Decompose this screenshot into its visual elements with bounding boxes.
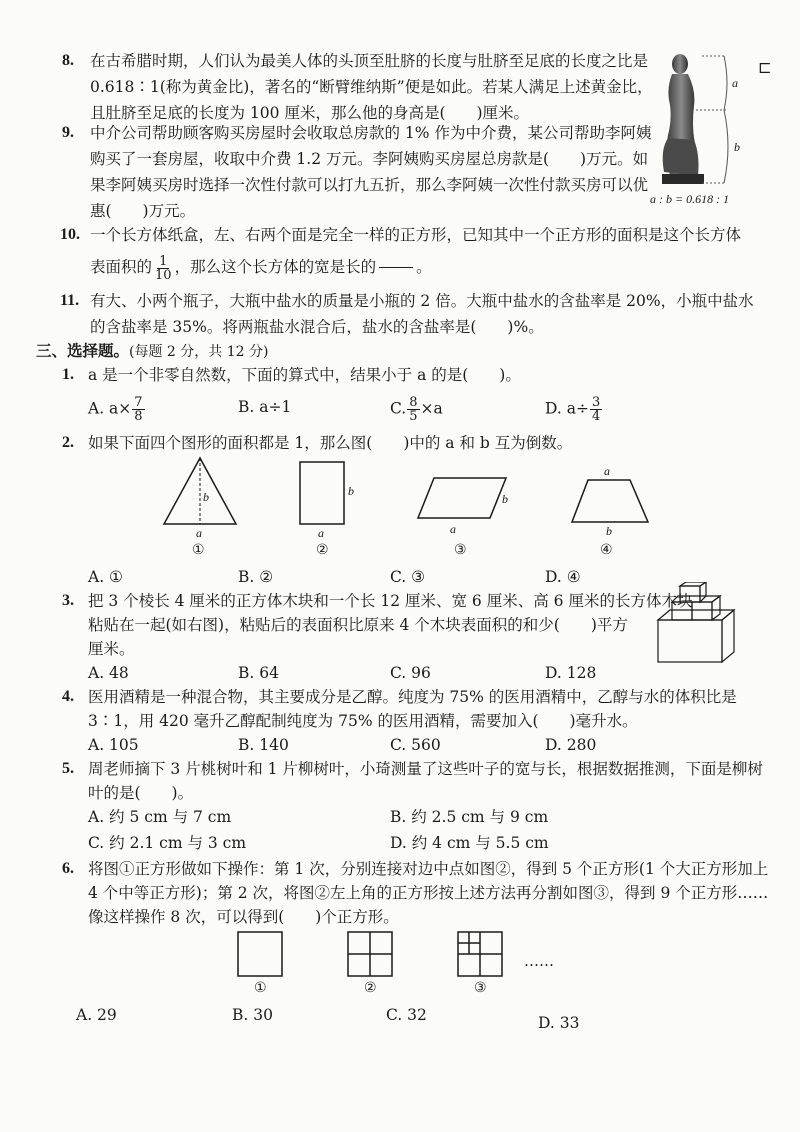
c1-c-den: 5 (409, 409, 418, 424)
c1-a-fraction (132, 396, 144, 423)
c1-number: 1. (62, 366, 74, 383)
c1-d-fraction (590, 396, 602, 423)
q10-line2-end: 。 (416, 258, 432, 276)
stacked-blocks-shape (654, 582, 738, 666)
q9-number: 9. (62, 124, 74, 141)
c5-number: 5. (62, 760, 74, 777)
q10-line2 (90, 254, 432, 282)
c6-line2: 4 个中等正方形)；第 2 次，将图②左上角的正方形按上述方法再分割如图③，得到 9 个正方形…… (88, 884, 769, 902)
page-edge-mark: ⊏ (758, 58, 772, 77)
c6-option-b[interactable]: B. 30 (232, 1006, 273, 1024)
c1-c-prefix: C. (390, 399, 407, 418)
c6-figure-3 (456, 930, 516, 1000)
c2-f4-b-label: b (606, 524, 612, 538)
c1-option-c[interactable] (390, 396, 443, 423)
c1-d-den: 4 (591, 409, 601, 424)
c2-option-c[interactable]: C. ③ (390, 568, 426, 586)
q10-line2-start: 表面积的 (90, 258, 153, 276)
c2-figure-triangle (160, 456, 240, 566)
c1-option-a[interactable] (88, 396, 146, 423)
q8-line1: 在古希腊时期，人们认为最美人体的头顶至肚脐的长度与肚脐至足底的长度之比是 (90, 52, 649, 70)
c2-option-b[interactable]: B. ② (238, 568, 274, 586)
c1-option-b[interactable]: B. a÷1 (238, 398, 292, 416)
c6-number: 6. (62, 860, 74, 877)
parallelogram-shape (416, 474, 516, 522)
rectangle-shape (296, 460, 356, 526)
c2-f4-number: ④ (600, 542, 613, 558)
c1-question: a 是一个非零自然数，下面的算式中，结果小于 a 的是( )。 (88, 366, 521, 384)
q10-number: 10. (60, 226, 80, 243)
square-split-shape (346, 930, 394, 978)
c4-option-a[interactable]: A. 105 (88, 736, 139, 754)
c6-option-d[interactable]: D. 33 (538, 1014, 580, 1032)
c4-option-b[interactable]: B. 140 (238, 736, 289, 754)
q8-number: 8. (62, 52, 74, 69)
c6-line3: 像这样操作 8 次，可以得到( )个正方形。 (88, 908, 399, 926)
c6-option-a[interactable]: A. 29 (76, 1006, 117, 1024)
c1-c-suffix: ×a (420, 399, 443, 418)
c5-line2: 叶的是( )。 (88, 784, 194, 802)
q9-line4: 惠( )万元。 (90, 202, 196, 220)
c1-c-num: 8 (409, 395, 418, 410)
c2-f3-number: ③ (454, 542, 467, 558)
c2-f3-a-label: a (450, 522, 456, 536)
c6-f2-number: ② (364, 980, 377, 996)
c3-line2: 粘贴在一起(如右图)，粘贴后的表面积比原来 4 个木块表面积的和少( )平方 (88, 616, 628, 634)
c2-f1-b-label: b (203, 490, 209, 504)
q9-line1: 中介公司帮助顾客购买房屋时会收取总房款的 1% 作为中介费，某公司帮助李阿姨 (90, 124, 652, 142)
c2-f1-a-label: a (196, 526, 202, 540)
q11-number: 11. (60, 292, 80, 309)
c4-line2: 3∶1，用 420 毫升乙醇配制纯度为 75% 的医用酒精，需要加入( )毫升水。 (88, 712, 638, 730)
triangle-shape (160, 456, 240, 528)
c6-option-c[interactable]: C. 32 (386, 1006, 427, 1024)
q8-line3: 且肚脐至足底的长度为 100 厘米，那么他的身高是( )厘米。 (90, 104, 530, 122)
q10-fraction-denominator: 10 (155, 267, 172, 283)
c1-d-num: 3 (591, 395, 601, 410)
c5-line1: 周老师摘下 3 片桃树叶和 1 片柳树叶，小琦测量了这些叶子的宽与长，根据数据推测，下面是柳树 (88, 760, 763, 778)
c2-number: 2. (62, 434, 74, 451)
q9-line3: 果李阿姨买房时选择一次性付款可以打九五折，那么李阿姨一次性付款买房可以优 (90, 176, 649, 194)
c3-option-d[interactable]: D. 128 (545, 664, 597, 682)
statue-label-a: a (732, 76, 738, 90)
c3-line1: 把 3 个棱长 4 厘米的正方体木块和一个长 12 厘米、宽 6 厘米、高 6 厘米的长方体木块 (88, 592, 693, 610)
c6-figure-2 (346, 930, 406, 1000)
c4-line1: 医用酒精是一种混合物，其主要成分是乙醇。纯度为 75% 的医用酒精中，乙醇与水的体积比是 (88, 688, 737, 706)
venus-statue-figure (650, 50, 750, 210)
c4-option-d[interactable]: D. 280 (545, 736, 597, 754)
c5-option-a[interactable]: A. 约 5 cm 与 7 cm (88, 808, 232, 826)
golden-ratio-label: a : b = 0.618 : 1 (650, 192, 730, 206)
section3-heading (36, 340, 268, 363)
c2-figure-trapezoid (568, 464, 652, 566)
q10-fraction-numerator: 1 (159, 253, 168, 269)
q10-line2-mid: ，那么这个长方体的宽是长的 (174, 258, 377, 276)
q8-line2: 0.618∶1(称为黄金比)，著名的“断臂维纳斯”便是如此。若某人满足上述黄金比， (90, 78, 653, 96)
c1-a-num: 7 (134, 395, 143, 410)
c3-blocks-figure (654, 582, 738, 666)
c2-f4-a-label: a (604, 464, 610, 478)
c1-d-prefix: D. a÷ (545, 399, 589, 418)
c3-line3: 厘米。 (88, 640, 135, 658)
c1-a-den: 8 (134, 409, 143, 424)
c2-f2-number: ② (316, 542, 329, 558)
c2-f2-b-label: b (348, 484, 354, 498)
square-split-twice-shape (456, 930, 504, 978)
c2-f1-number: ① (192, 542, 205, 558)
c6-ellipsis: …… (524, 952, 554, 970)
c4-option-c[interactable]: C. 560 (390, 736, 441, 754)
c5-option-c[interactable]: C. 约 2.1 cm 与 3 cm (88, 834, 247, 852)
c2-option-a[interactable]: A. ① (88, 568, 123, 586)
q10-line1: 一个长方体纸盒，左、右两个面是完全一样的正方形，已知其中一个正方形的面积是这个长方体 (90, 226, 742, 244)
q11-line1: 有大、小两个瓶子，大瓶中盐水的质量是小瓶的 2 倍。大瓶中盐水的含盐率是 20%，小瓶中盐水 (90, 292, 754, 310)
c3-option-c[interactable]: C. 96 (390, 664, 431, 682)
q11-line2: 的含盐率是 35%。将两瓶盐水混合后，盐水的含盐率是( )%。 (90, 318, 544, 336)
section3-title: 三、选择题。 (36, 341, 130, 360)
c6-line1: 将图①正方形做如下操作：第 1 次，分别连接对边中点如图②，得到 5 个正方形(1 个大正方形加上 (88, 860, 769, 878)
c1-option-d[interactable] (545, 396, 603, 423)
c3-option-a[interactable]: A. 48 (88, 664, 129, 682)
c5-option-d[interactable]: D. 约 4 cm 与 5.5 cm (390, 834, 549, 852)
c2-option-d[interactable]: D. ④ (545, 568, 581, 586)
c2-figure-parallelogram (416, 474, 516, 566)
statue-silhouette-icon (650, 50, 750, 190)
q10-fraction (153, 255, 174, 282)
c6-f3-number: ③ (474, 980, 487, 996)
statue-label-b: b (734, 140, 740, 154)
trapezoid-shape (568, 478, 652, 524)
c2-f3-b-label: b (502, 492, 508, 506)
c3-number: 3. (62, 592, 74, 609)
c1-a-prefix: A. a× (88, 399, 132, 418)
q9-line2: 购买了一套房屋，收取中介费 1.2 万元。李阿姨购买房屋总房款是( )万元。如 (90, 150, 649, 168)
section3-note: (每题 2 分，共 12 分) (129, 344, 269, 360)
q10-answer-blank[interactable] (376, 257, 416, 280)
square-shape (236, 930, 284, 978)
c5-option-b[interactable]: B. 约 2.5 cm 与 9 cm (390, 808, 549, 826)
c6-f1-number: ① (254, 980, 267, 996)
c2-f2-a-label: a (318, 526, 324, 540)
c2-figure-rectangle (296, 460, 366, 566)
c3-option-b[interactable]: B. 64 (238, 664, 279, 682)
c6-figure-1 (236, 930, 296, 1000)
c4-number: 4. (62, 688, 74, 705)
c2-question: 如果下面四个图形的面积都是 1，那么图( )中的 a 和 b 互为倒数。 (88, 434, 573, 452)
c1-c-fraction (407, 396, 419, 423)
